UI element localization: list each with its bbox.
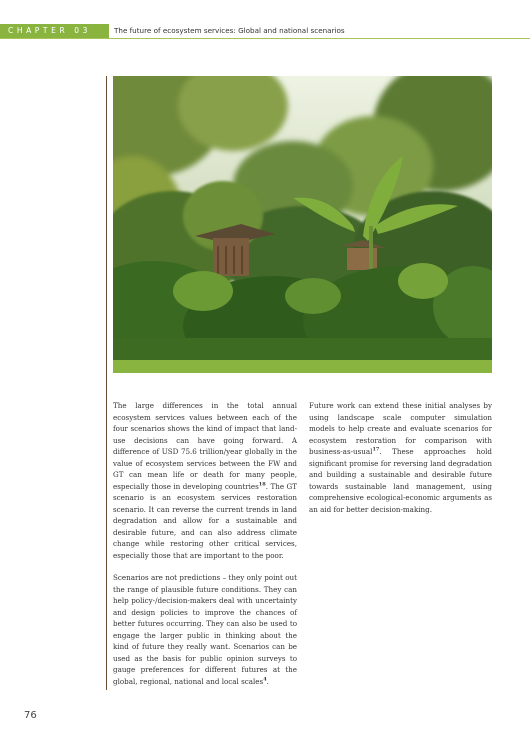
paragraph-text: The large differences in the total annual ecosystem services values between each of the four scenarios shows the kind of impact that land-use decisions can have going forward. A difference of USD 75.6 trillion/year globally in the value of ecosystem services between the FW and GT can mean life or death for many people, especially those in developing countries	[113, 401, 297, 491]
photo-caption-band	[113, 360, 492, 373]
chapter-title: The future of ecosystem services: Global and national scenarios	[114, 26, 345, 35]
paragraph-text: . The GT scenario is an ecosystem services restoration scenario. It can reverse the current trends in land degradation and allow for a sustainable and desirable future, and can also address climate change while restoring other critical services, especially those that are important to the poor.	[113, 481, 297, 560]
page-number: 76	[24, 710, 37, 721]
paragraph-text: .	[266, 676, 269, 686]
paragraph	[309, 400, 492, 515]
reference-marker: 4	[263, 676, 267, 683]
paragraph	[113, 572, 297, 687]
chapter-label: CHAPTER 03	[0, 24, 109, 38]
forest-hut-photo-image	[113, 76, 492, 360]
text-column-left	[113, 400, 297, 687]
paragraph	[113, 400, 297, 561]
forest-hut-photo	[113, 76, 492, 360]
running-header	[0, 24, 530, 39]
reference-marker: 18	[258, 481, 266, 488]
margin-rule	[106, 76, 107, 690]
paragraph-text: Future work can extend these initial analyses by using landscape scale computer simulation models to help create and evaluate scenarios for ecosystem restoration for comparison with business-as-usual	[309, 401, 492, 456]
reference-marker: 17	[372, 446, 380, 453]
paragraph-text: . These approaches hold significant promise for reversing land degradation and building a sustainable and desirable future towards sustainable land management, using comprehensive ecological-economic arguments as an aid for better decision-making.	[309, 447, 492, 514]
paragraph-text: Scenarios are not predictions – they only point out the range of plausible future conditions. They can help policy-/decision-makers deal with uncertainty and design policies to improve the chances of better futures occurring. They can also be used to engage the larger public in thinking about the kind of future they really want. Scenarios can be used as the basis for public opinion surveys to gauge preferences for different futures at the global, regional, national and local scales	[113, 573, 297, 686]
text-column-right	[309, 400, 492, 515]
